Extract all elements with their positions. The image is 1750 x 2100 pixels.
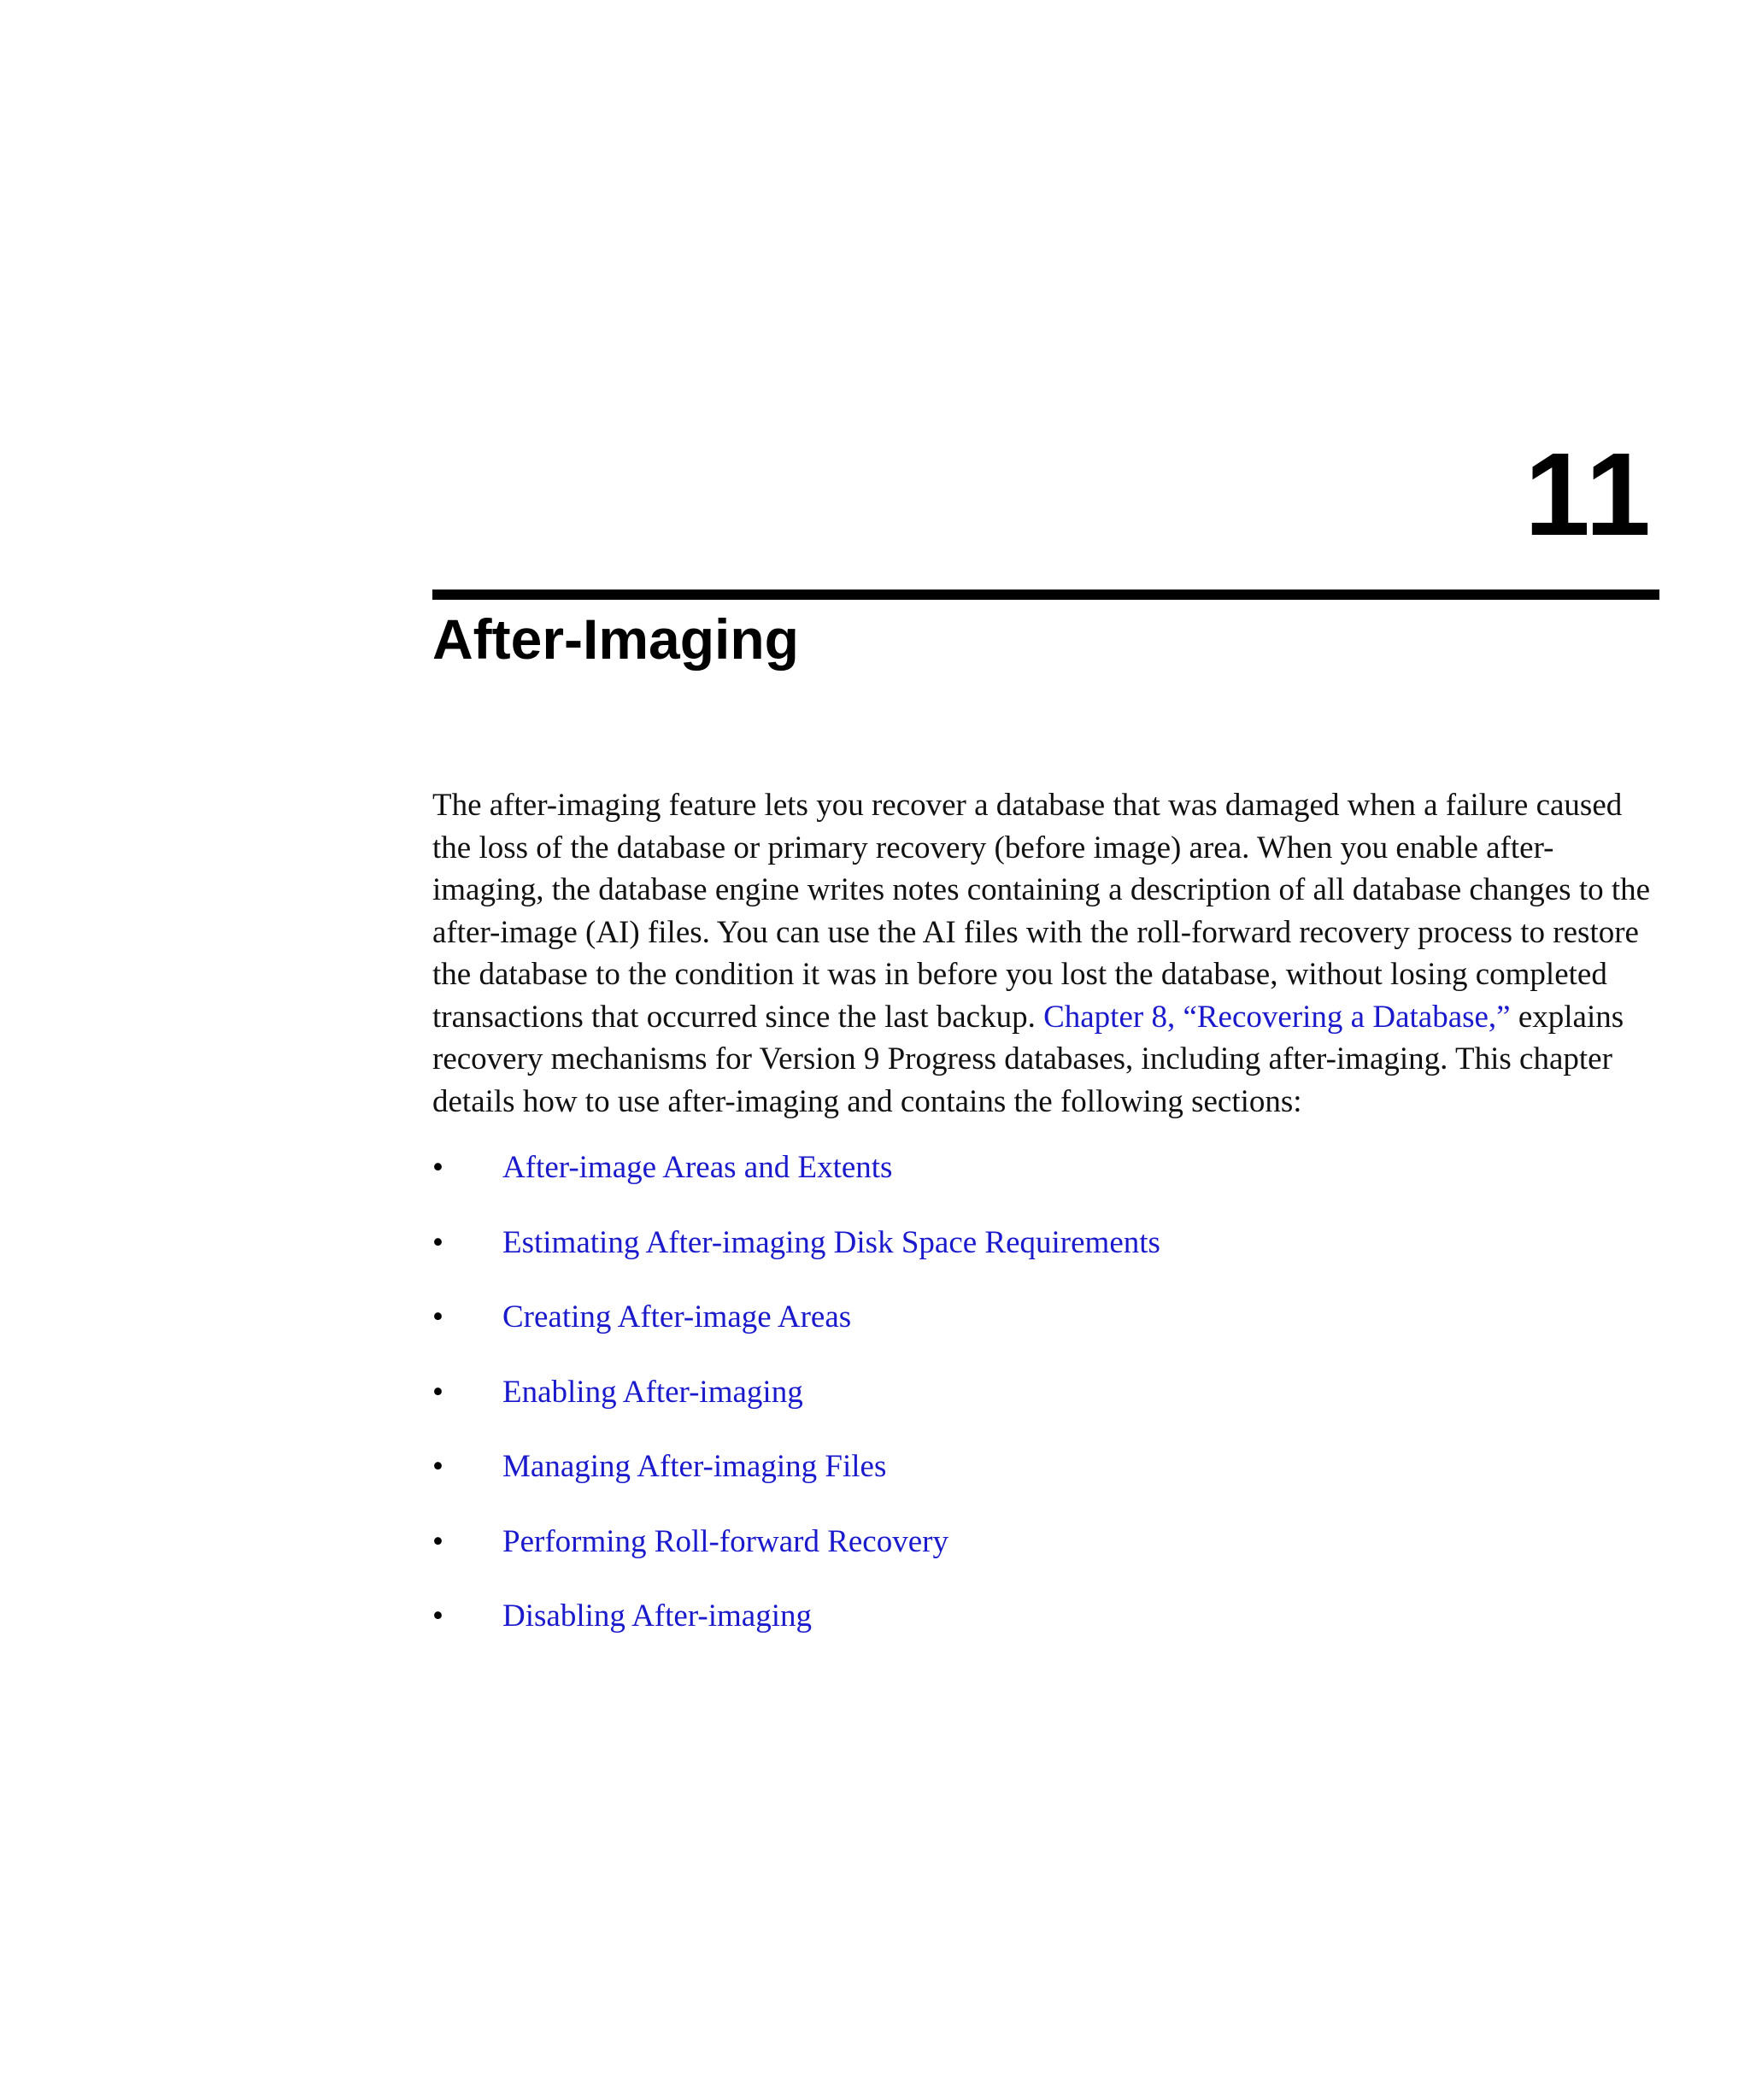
bullet-icon: • [432, 1523, 443, 1559]
list-item [432, 1224, 1160, 1299]
bullet-icon: • [432, 1299, 443, 1334]
intro-text-start: The after-imaging feature lets you recover a database that was damaged when a failure caused the loss of the database or primary recovery (before image) area. When you enable after-imaging, the database engine writes notes containing a description of all database changes to the after-image (AI) files. You can use the AI files with the roll-forward recovery process to restore the database to the condition it was in before you lost the database, without losing completed transactions that occurred since the last backup. [432, 788, 1651, 1035]
list-item [432, 1149, 1160, 1224]
intro-paragraph [432, 784, 1663, 1123]
section-link-managing-files[interactable]: Managing After-imaging Files [502, 1449, 887, 1484]
bullet-icon: • [432, 1598, 443, 1634]
title-rule [432, 590, 1659, 600]
list-item [432, 1448, 1160, 1523]
section-link-estimating-disk-space[interactable]: Estimating After-imaging Disk Space Requirements [502, 1224, 1160, 1260]
section-link-creating-areas[interactable]: Creating After-image Areas [502, 1299, 852, 1334]
bullet-icon: • [432, 1449, 443, 1484]
section-list [432, 1149, 1160, 1673]
list-item [432, 1374, 1160, 1449]
section-link-disabling[interactable]: Disabling After-imaging [502, 1598, 812, 1634]
list-item [432, 1299, 1160, 1374]
bullet-icon: • [432, 1150, 443, 1185]
bullet-icon: • [432, 1224, 443, 1260]
chapter-8-link[interactable]: Chapter 8, “Recovering a Database,” [1043, 999, 1511, 1035]
bullet-icon: • [432, 1374, 443, 1410]
list-item [432, 1598, 1160, 1673]
section-link-after-image-areas[interactable]: After-image Areas and Extents [502, 1150, 893, 1185]
chapter-number: 11 [1524, 429, 1653, 560]
section-link-enabling[interactable]: Enabling After-imaging [502, 1374, 803, 1410]
intro-text-end: explains recovery mechanisms for Version 9 Progress databases, including after-imaging. This chapter details how to use after-imaging and contains the following sections: [432, 999, 1624, 1119]
list-item [432, 1523, 1160, 1598]
section-link-roll-forward[interactable]: Performing Roll-forward Recovery [502, 1523, 948, 1559]
chapter-title: After-Imaging [432, 607, 799, 671]
